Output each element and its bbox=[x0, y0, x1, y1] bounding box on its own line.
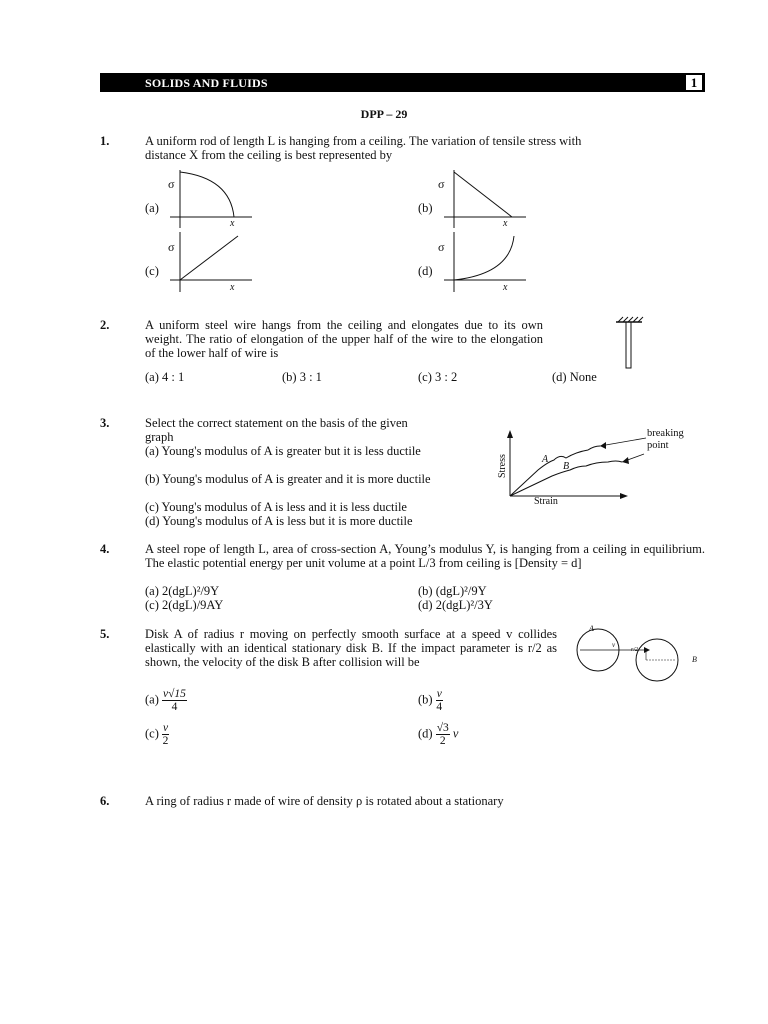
q2-option-d: (d) None bbox=[552, 370, 597, 384]
q5-option-a: (a) $\frac{v√15}{4}$ bbox=[145, 688, 186, 713]
graph-y-label: Stress bbox=[497, 454, 508, 478]
graph-annotation-1: breaking bbox=[647, 428, 684, 439]
q4-number: 4. bbox=[100, 542, 110, 556]
q1a-sigma: σ bbox=[168, 177, 175, 191]
q5-option-d: (d) $\frac{√3}{2}$ v bbox=[418, 722, 459, 747]
q1-graph-a bbox=[170, 170, 260, 230]
q1b-sigma: σ bbox=[438, 177, 445, 191]
q4-option-c: (c) 2(dgL)/9AY bbox=[145, 598, 224, 612]
disk-b-label: B bbox=[692, 655, 697, 664]
q1-graph-c bbox=[170, 232, 260, 294]
q4-option-a: (a) 2(dgL)²/9Y bbox=[145, 584, 220, 598]
q4-option-d: (d) 2(dgL)²/3Y bbox=[418, 598, 493, 612]
q1d-sigma: σ bbox=[438, 240, 445, 254]
q2-text: A uniform steel wire hangs from the ceiling and elongates due to its own weight. The ratio of elongation of the upper half of the wire to the elongation of the lower half of wire is bbox=[145, 318, 543, 360]
q1-option-a: (a) bbox=[145, 201, 159, 215]
q2-option-a: (a) 4 : 1 bbox=[145, 370, 185, 384]
q2-number: 2. bbox=[100, 318, 110, 332]
q3-option-a: (a) Young's modulus of A is greater but it is less ductile bbox=[145, 444, 421, 458]
dpp-title: DPP – 29 bbox=[360, 107, 408, 121]
q4-text: A steel rope of length L, area of cross-section A, Young’s modulus Y, is hanging from a ceiling in equilibrium. The elastic potential energy per unit volume at a point L/3 from ceiling is [Density = d] bbox=[145, 542, 705, 570]
q2-option-b: (b) 3 : 1 bbox=[282, 370, 322, 384]
q3-text-line2: graph bbox=[145, 430, 174, 444]
q3-text-line1: Select the correct statement on the basis of the given bbox=[145, 416, 408, 430]
q1-text-line1: A uniform rod of length L is hanging from a ceiling. The variation of tensile stress with bbox=[145, 134, 582, 148]
q5-option-b-fraction: $\frac{v}{4}$ bbox=[436, 688, 443, 713]
graph-annotation-2: point bbox=[647, 440, 669, 451]
q5-option-c: (c) $\frac{v}{2}$ bbox=[145, 722, 169, 747]
q3-option-d: (d) Young's modulus of A is less but it is more ductile bbox=[145, 514, 413, 528]
q5-option-a-fraction: $\frac{v√15}{4}$ bbox=[163, 688, 186, 713]
q1b-x: x bbox=[503, 218, 508, 229]
q4-option-b: (b) (dgL)²/9Y bbox=[418, 584, 487, 598]
graph-curve-b: B bbox=[563, 461, 570, 472]
q1c-sigma: σ bbox=[168, 240, 175, 254]
q3-option-b: (b) Young's modulus of A is greater and it is more ductile bbox=[145, 472, 431, 486]
q2-option-c: (c) 3 : 2 bbox=[418, 370, 458, 384]
disk-a-label: A bbox=[589, 624, 594, 633]
q5-text: Disk A of radius r moving on perfectly smooth surface at a speed v collides elastically with an identical stationary disk B. If the impact parameter is r/2 as shown, the velocity of the disk B after collision will be bbox=[145, 627, 557, 669]
q1-number: 1. bbox=[100, 134, 110, 148]
q1-graph-d bbox=[444, 232, 534, 294]
q1d-x: x bbox=[503, 282, 508, 293]
q1-graph-b bbox=[444, 170, 534, 230]
q5-option-c-fraction: $\frac{v}{2}$ bbox=[162, 722, 169, 747]
q3-number: 3. bbox=[100, 416, 110, 430]
wire-hanging-figure bbox=[614, 316, 644, 372]
q1-option-c: (c) bbox=[145, 264, 159, 278]
offset-label: r/2 bbox=[631, 647, 639, 653]
q6-number: 6. bbox=[100, 794, 110, 808]
graph-x-label: Strain bbox=[534, 496, 558, 507]
q5-option-d-fraction: $\frac{√3}{2}$ bbox=[436, 722, 449, 747]
graph-curve-a: A bbox=[542, 454, 549, 465]
q6-text: A ring of radius r made of wire of density ρ is rotated about a stationary bbox=[145, 794, 504, 808]
q5-option-b: (b) $\frac{v}{4}$ bbox=[418, 688, 443, 713]
q1a-x: x bbox=[230, 218, 235, 229]
q1c-x: x bbox=[230, 282, 235, 293]
disk-collision-figure bbox=[572, 624, 712, 686]
header-title: SOLIDS AND FLUIDS bbox=[145, 76, 268, 90]
q5-number: 5. bbox=[100, 627, 110, 641]
q3-option-c: (c) Young's modulus of A is less and it is less ductile bbox=[145, 500, 407, 514]
q1-text-line2: distance X from the ceiling is best represented by bbox=[145, 148, 393, 162]
q1-option-b: (b) bbox=[418, 201, 433, 215]
speed-label: v bbox=[612, 641, 616, 649]
page-number: 1 bbox=[685, 74, 703, 91]
q1-option-d: (d) bbox=[418, 264, 433, 278]
